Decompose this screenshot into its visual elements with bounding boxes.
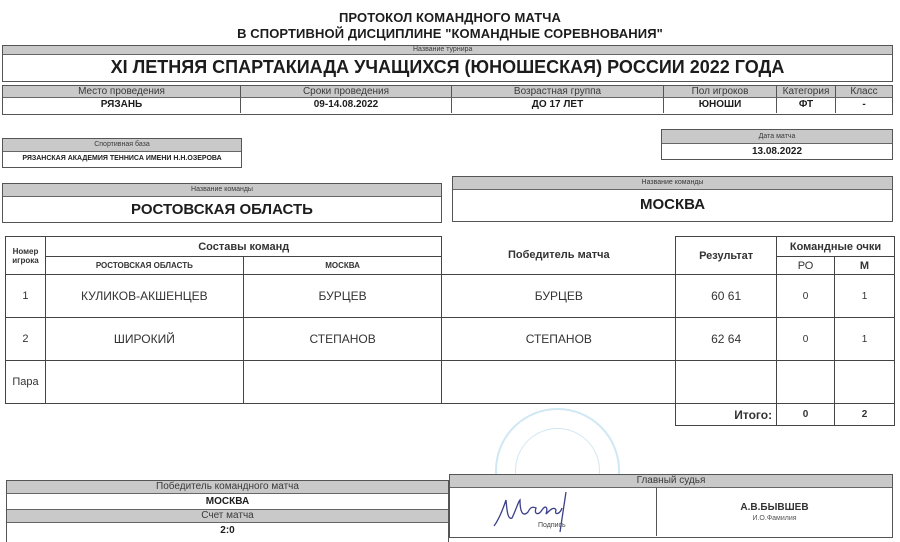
points-team2: 1 — [835, 318, 895, 361]
match-score-value: 2:0 — [220, 525, 235, 536]
col-header-points-team1: РО — [777, 257, 835, 275]
place-label: Место проведения — [3, 86, 241, 98]
col-header-result: Результат — [676, 237, 777, 275]
judge-name-cell — [657, 488, 892, 536]
category-value: ФТ — [777, 98, 836, 113]
total-points-team2: 2 — [835, 404, 895, 426]
table-row — [6, 275, 895, 318]
tournament-label: Название турнира — [3, 46, 892, 55]
match-date-box — [661, 129, 893, 160]
total-label: Итого: — [676, 404, 777, 426]
team1-name: РОСТОВСКАЯ ОБЛАСТЬ — [131, 201, 313, 218]
dates-value: 09-14.08.2022 — [241, 98, 452, 113]
signature-cell — [450, 488, 657, 536]
player-number: 2 — [6, 318, 46, 361]
age-group-value: ДО 17 ЛЕТ — [452, 98, 664, 113]
table-row — [6, 318, 895, 361]
match-winner: СТЕПАНОВ — [442, 318, 676, 361]
category-label: Категория — [777, 86, 836, 98]
col-header-team1: РОСТОВСКАЯ ОБЛАСТЬ — [45, 257, 243, 275]
team2-box — [452, 176, 893, 222]
team1-player: ШИРОКИЙ — [45, 318, 243, 361]
chief-judge-label: Главный судья — [450, 475, 892, 488]
judge-name: А.В.БЫВШЕВ — [740, 502, 809, 513]
col-number-line2: игрока — [12, 255, 39, 265]
match-result — [676, 361, 777, 404]
judge-name-label: И.О.Фамилия — [752, 515, 797, 522]
tournament-name: XI ЛЕТНЯЯ СПАРТАКИАДА УЧАЩИХСЯ (ЮНОШЕСКАЯ) РОССИИ 2022 ГОДА — [110, 57, 785, 77]
tournament-box — [2, 45, 893, 82]
team1-label: Название команды — [3, 184, 441, 197]
team2-player: СТЕПАНОВ — [243, 318, 442, 361]
team1-player: КУЛИКОВ-АКШЕНЦЕВ — [45, 275, 243, 318]
dates-label: Сроки проведения — [241, 86, 452, 98]
match-date-label: Дата матча — [662, 130, 892, 144]
team-winner-value: МОСКВА — [7, 494, 448, 510]
signature-icon — [490, 488, 580, 534]
team2-player: БУРЦЕВ — [243, 275, 442, 318]
age-group-label: Возрастная группа — [452, 86, 664, 98]
gender-value: ЮНОШИ — [664, 98, 777, 113]
points-team2: 1 — [835, 275, 895, 318]
venue-box — [2, 138, 242, 168]
col-header-team2: МОСКВА — [243, 257, 442, 275]
class-value: - — [862, 99, 866, 110]
match-result: 60 61 — [676, 275, 777, 318]
points-team2 — [835, 361, 895, 404]
venue-value: РЯЗАНСКАЯ АКАДЕМИЯ ТЕННИСА ИМЕНИ Н.Н.ОЗЕРОВА — [22, 155, 222, 162]
gender-label: Пол игроков — [664, 86, 777, 98]
protocol-title-line1: ПРОТОКОЛ КОМАНДНОГО МАТЧА — [338, 10, 561, 25]
team2-name: МОСКВА — [639, 196, 706, 213]
venue-label: Спортивная база — [3, 139, 241, 152]
team1-player — [45, 361, 243, 404]
match-winner — [442, 361, 676, 404]
place-value: РЯЗАНЬ — [3, 98, 241, 113]
team-winner-label: Победитель командного матча — [7, 481, 448, 494]
match-result: 62 64 — [676, 318, 777, 361]
results-table — [5, 236, 895, 426]
chief-judge-box — [449, 474, 893, 538]
col-header-team-points: Командные очки — [777, 237, 895, 257]
points-team1: 0 — [777, 318, 835, 361]
match-score-label: Счет матча — [7, 510, 448, 523]
points-team1: 0 — [777, 275, 835, 318]
player-number: Пара — [6, 361, 46, 404]
team2-player — [243, 361, 442, 404]
total-points-team1: 0 — [777, 404, 835, 426]
col-header-lineups: Составы команд — [45, 237, 442, 257]
team-match-winner-box — [6, 480, 449, 542]
team1-box — [2, 183, 442, 223]
col-header-player-number — [6, 237, 46, 275]
class-label: Класс — [836, 86, 892, 98]
points-team1 — [777, 361, 835, 404]
protocol-title-line2: В СПОРТИВНОЙ ДИСЦИПЛИНЕ "КОМАНДНЫЕ СОРЕВНОВАНИЯ" — [237, 26, 663, 41]
col-number-line1: Номер — [12, 246, 39, 256]
match-winner: БУРЦЕВ — [442, 275, 676, 318]
info-table — [2, 85, 893, 115]
col-header-winner: Победитель матча — [442, 237, 676, 275]
match-date-value: 13.08.2022 — [751, 146, 803, 157]
team2-label: Название команды — [453, 177, 892, 190]
table-row — [6, 361, 895, 404]
col-header-points-team2: М — [835, 257, 895, 275]
signature-label: Подпись — [538, 522, 566, 529]
player-number: 1 — [6, 275, 46, 318]
